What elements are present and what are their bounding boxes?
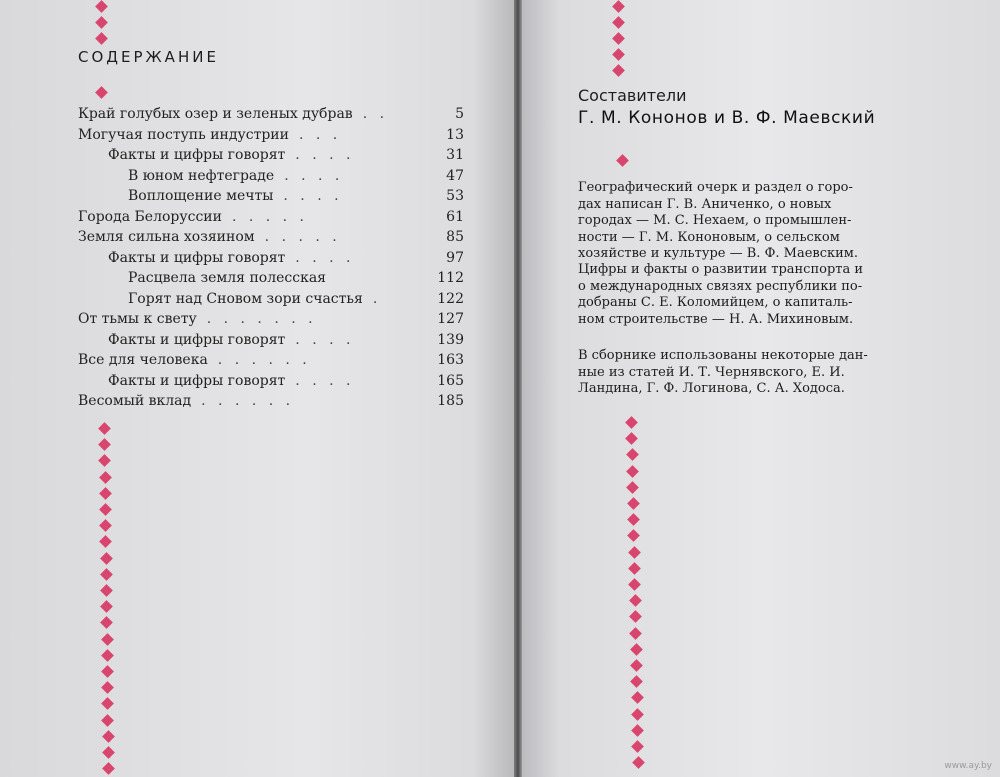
toc-entry-leader: . . . . xyxy=(295,249,355,266)
toc-entry-title: Расцвела земля полесская xyxy=(128,270,327,286)
toc-entry-leader: . . . . xyxy=(295,372,355,389)
toc-entry xyxy=(78,248,464,269)
toc-entry-title: Могучая поступь индустрии xyxy=(78,126,289,143)
compilers-label: Составители xyxy=(578,86,687,105)
toc-entry xyxy=(78,268,464,289)
credits-paragraph-sources xyxy=(578,348,930,398)
toc-entry-page: 122 xyxy=(437,290,464,307)
paragraph-line: дах написан Г. В. Аниченко, о новых xyxy=(578,196,832,212)
toc-entry-leader: . . . . . . xyxy=(217,352,311,368)
toc-entry-page: 97 xyxy=(446,249,464,266)
paragraph-line: добраны С. Е. Коломийцем, о капиталь- xyxy=(578,295,853,310)
toc-entry-title: Горят над Сновом зори счастья xyxy=(128,290,363,307)
toc-entry-title: Воплощение мечты xyxy=(128,188,274,204)
toc-entry-page: 127 xyxy=(437,311,464,327)
toc-entry xyxy=(78,104,464,125)
toc-entry xyxy=(78,371,464,392)
toc-entry-page: 31 xyxy=(446,147,464,163)
toc-entry-leader: . xyxy=(372,290,382,307)
toc-entry-title: Города Белоруссии xyxy=(78,208,222,225)
paragraph-line: о международных связях республики по- xyxy=(578,278,863,294)
toc-entry-page: 112 xyxy=(437,270,464,286)
toc-entry-leader: . . . . . xyxy=(231,208,309,225)
toc-entry-title: Факты и цифры говорят xyxy=(108,249,286,266)
toc-entry-page: 13 xyxy=(446,126,464,143)
toc-entry xyxy=(78,289,464,310)
toc-entry-title: Факты и цифры говорят xyxy=(108,372,286,389)
toc-entry-leader: . . . . . . xyxy=(201,393,295,409)
toc-entry-leader: . . . . . xyxy=(264,229,341,245)
toc-heading: СОДЕРЖАНИЕ xyxy=(78,48,219,66)
toc-entry-title: Земля сильна хозяином xyxy=(78,229,255,245)
toc-entry-page: 47 xyxy=(446,167,464,184)
toc-entry-page: 165 xyxy=(437,372,464,389)
toc-entry xyxy=(78,391,464,412)
toc-entry-title: Весомый вклад xyxy=(78,393,192,409)
toc-list xyxy=(78,104,464,412)
toc-entry-page: 185 xyxy=(437,393,464,409)
paragraph-line: Цифры и факты о развитии транспорта и xyxy=(578,262,864,277)
toc-entry xyxy=(78,166,464,187)
toc-entry xyxy=(78,350,464,371)
toc-entry-leader: . . . . . . . xyxy=(206,311,317,327)
paragraph-line: хозяйстве и культуре — В. Ф. Маевским. xyxy=(578,246,859,261)
toc-entry-title: Край голубых озер и зеленых дубрав xyxy=(78,106,353,122)
paragraph-line: Географический очерк и раздел о горо- xyxy=(578,180,853,195)
toc-entry-page: 53 xyxy=(446,188,464,204)
toc-entry xyxy=(78,227,464,248)
toc-entry xyxy=(78,309,464,330)
toc-entry-page: 5 xyxy=(455,106,464,122)
watermark: www.ay.by xyxy=(944,761,992,771)
toc-entry-page: 85 xyxy=(446,229,464,245)
toc-entry xyxy=(78,145,464,166)
credits-paragraph-figures xyxy=(578,262,930,328)
toc-entry-leader: . . xyxy=(362,106,389,122)
toc-entry-page: 139 xyxy=(437,331,464,348)
toc-entry-title: От тьмы к свету xyxy=(78,311,197,327)
toc-entry-page: 163 xyxy=(437,352,464,368)
book-spine xyxy=(514,0,522,777)
toc-entry-leader: . . . . xyxy=(295,147,355,163)
toc-entry xyxy=(78,125,464,146)
toc-entry-leader: . . . xyxy=(298,126,342,143)
compilers-names: Г. М. Кононов и В. Ф. Маевский xyxy=(578,108,876,128)
paragraph-line: ном строительстве — Н. А. Михиновым. xyxy=(578,311,854,327)
credits-paragraph-geography xyxy=(578,180,930,263)
toc-entry-page: 61 xyxy=(446,208,464,225)
paragraph-line: городах — М. С. Нехаем, о промышлен- xyxy=(578,213,852,228)
paragraph-line: ности — Г. М. Кононовым, о сельском xyxy=(578,229,840,245)
paragraph-line: Ландина, Г. Ф. Логинова, С. А. Ходоса. xyxy=(578,381,845,396)
paragraph-line: ные из статей И. Т. Чернявского, Е. И. xyxy=(578,364,845,380)
toc-entry-title: Факты и цифры говорят xyxy=(108,331,286,348)
toc-entry xyxy=(78,207,464,228)
toc-entry xyxy=(78,330,464,351)
toc-entry-title: Факты и цифры говорят xyxy=(108,147,286,163)
toc-entry xyxy=(78,186,464,207)
toc-entry-title: Все для человека xyxy=(78,352,208,368)
toc-entry-leader: . . . . xyxy=(284,167,344,184)
toc-entry-title: В юном нефтеграде xyxy=(128,167,275,184)
toc-entry-leader: . . . . xyxy=(295,331,355,348)
paragraph-line: В сборнике использованы некоторые дан- xyxy=(578,348,868,363)
toc-entry-leader: . . . . xyxy=(283,188,343,204)
